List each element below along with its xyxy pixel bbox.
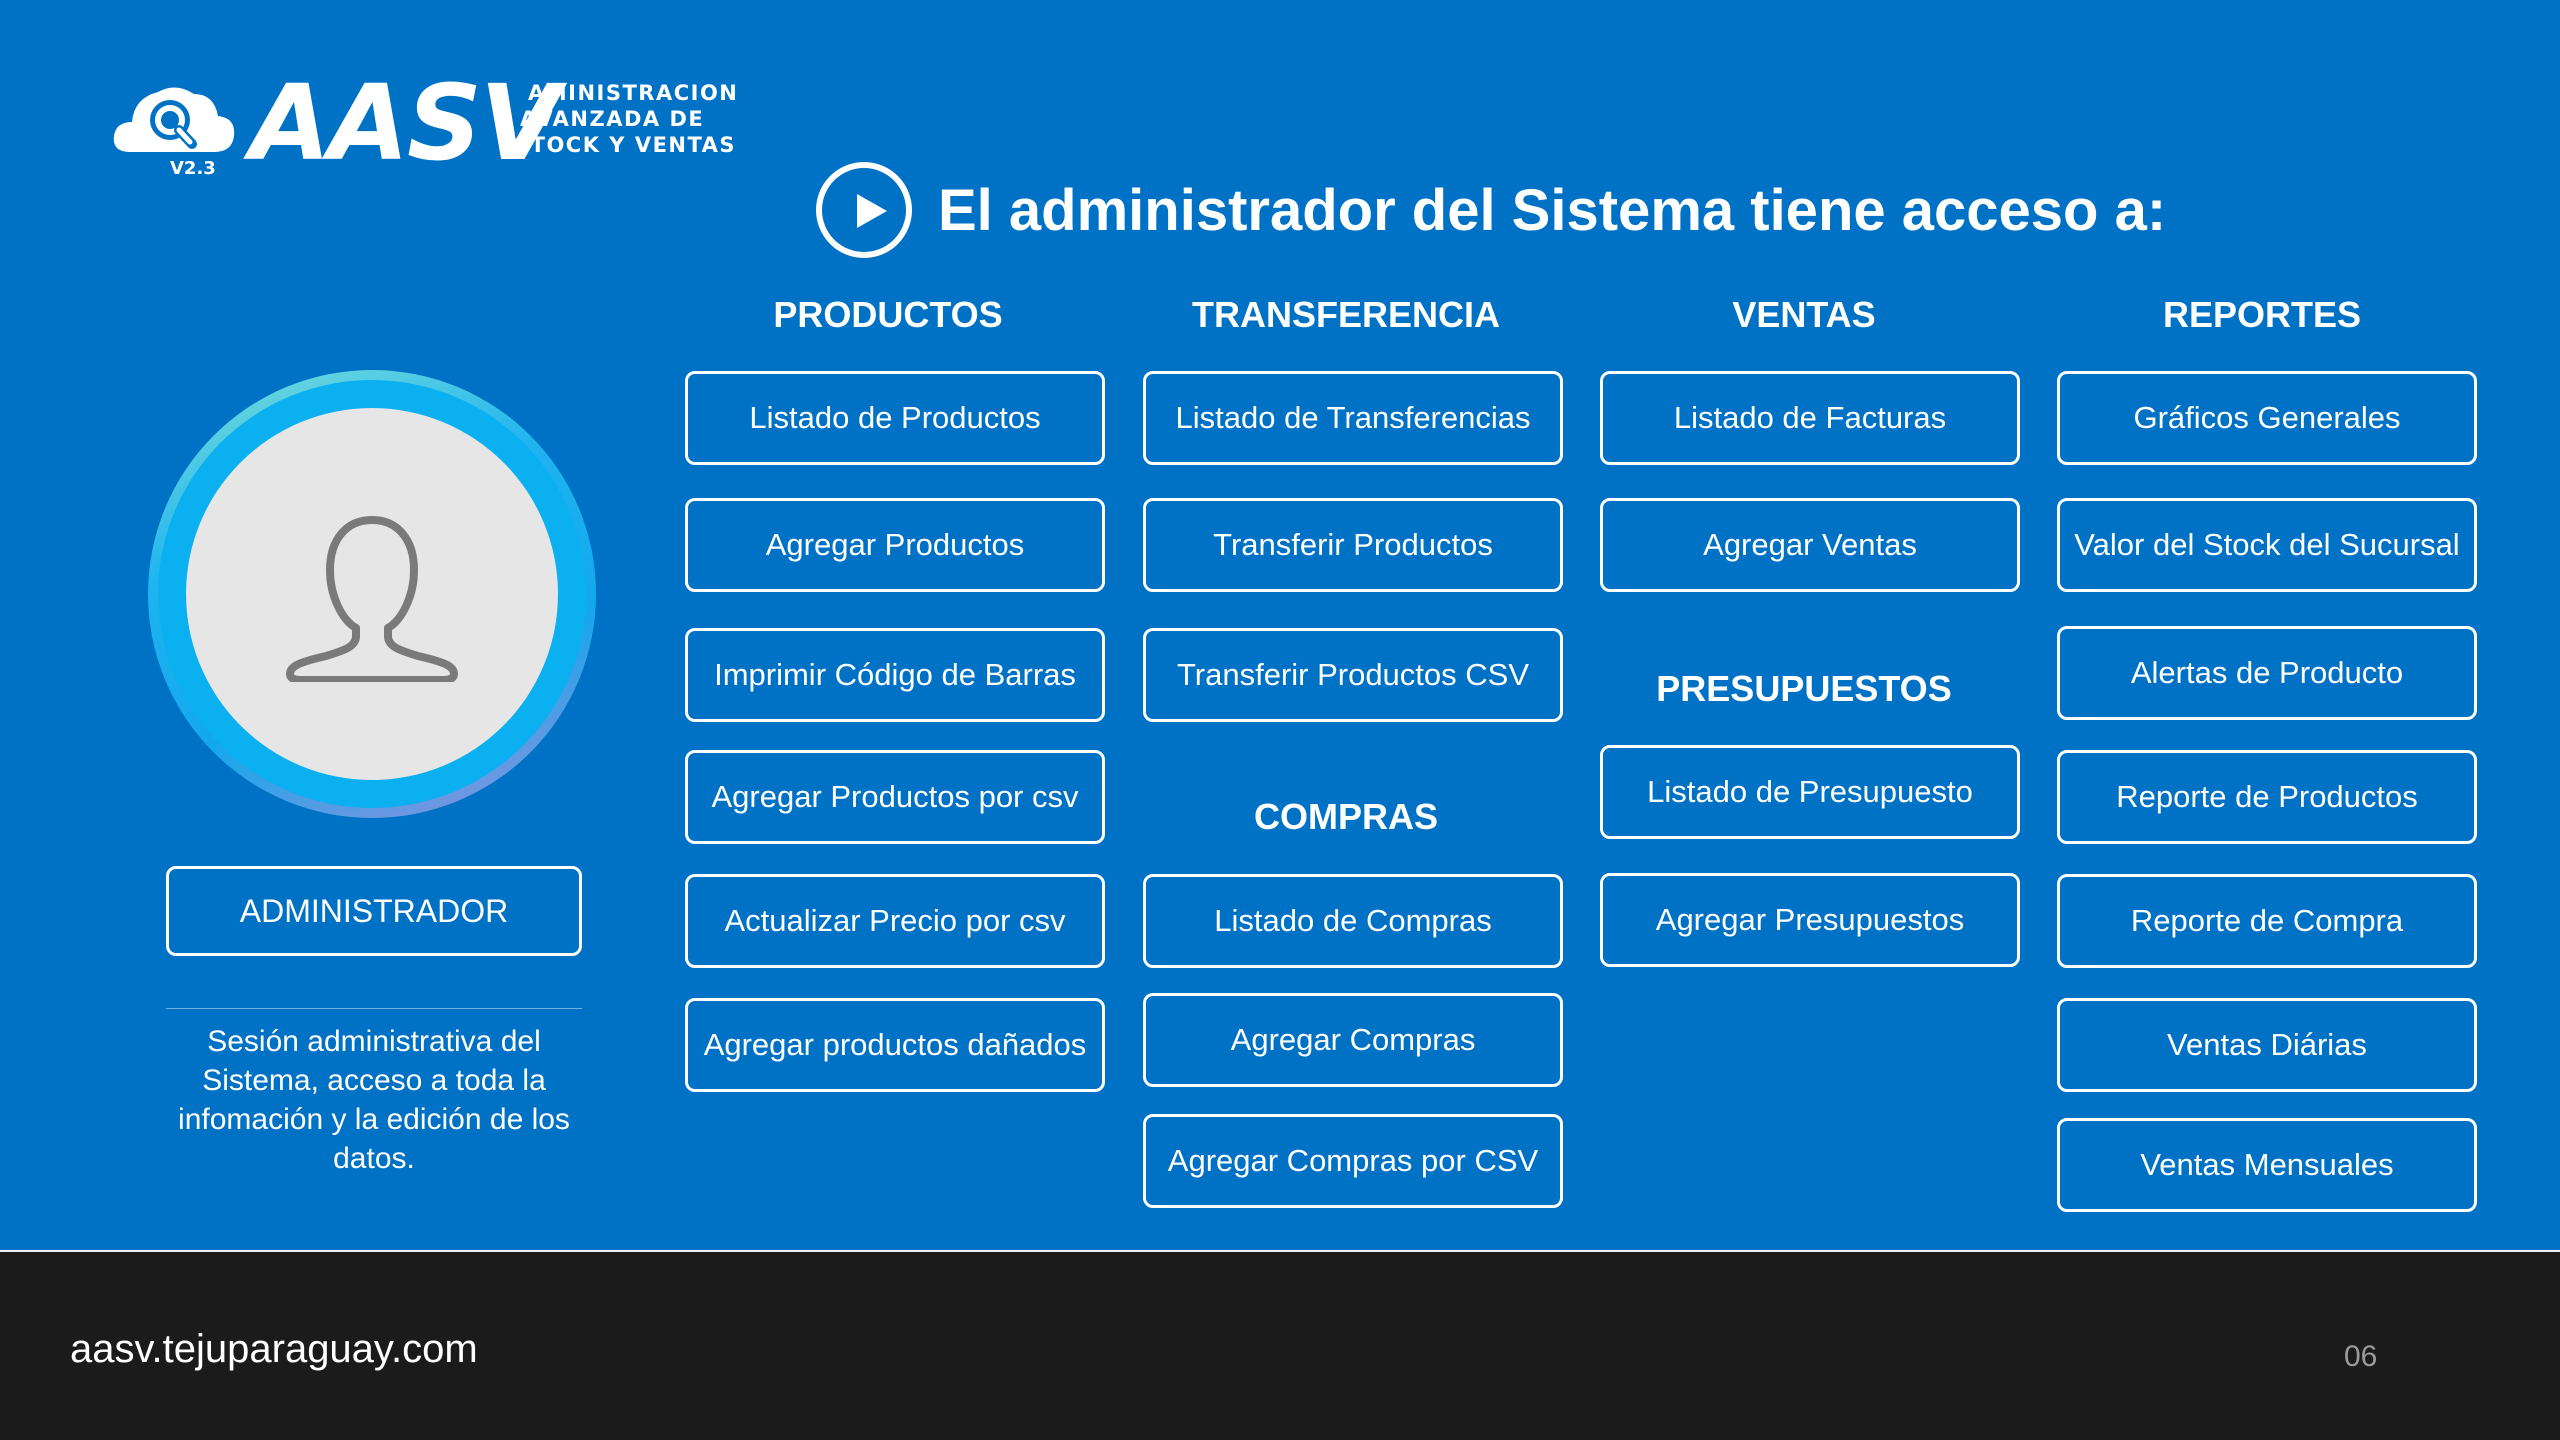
- btn-transferir-productos-csv[interactable]: Transferir Productos CSV: [1143, 628, 1563, 722]
- headline: [816, 160, 2166, 260]
- user-icon: [286, 510, 458, 682]
- page-number: 06: [2344, 1340, 2378, 1373]
- section-title-productos: PRODUCTOS: [773, 294, 1003, 335]
- btn-listado-facturas[interactable]: Listado de Facturas: [1600, 371, 2020, 465]
- btn-ventas-diarias[interactable]: Ventas Diárias: [2057, 998, 2477, 1092]
- btn-listado-presupuesto[interactable]: Listado de Presupuesto: [1600, 745, 2020, 839]
- btn-transferir-productos[interactable]: Transferir Productos: [1143, 498, 1563, 592]
- section-title-ventas: VENTAS: [1732, 294, 1876, 335]
- btn-agregar-productos-csv[interactable]: Agregar Productos por csv: [685, 750, 1105, 844]
- btn-agregar-ventas[interactable]: Agregar Ventas: [1600, 498, 2020, 592]
- btn-agregar-productos-danados[interactable]: Agregar productos dañados: [685, 998, 1105, 1092]
- btn-agregar-presupuestos[interactable]: Agregar Presupuestos: [1600, 873, 2020, 967]
- section-title-compras: COMPRAS: [1253, 796, 1438, 837]
- btn-listado-productos[interactable]: Listado de Productos: [685, 371, 1105, 465]
- btn-agregar-compras-csv[interactable]: Agregar Compras por CSV: [1143, 1114, 1563, 1208]
- btn-agregar-compras[interactable]: Agregar Compras: [1143, 993, 1563, 1087]
- role-button[interactable]: ADMINISTRADOR: [166, 866, 582, 956]
- section-title-reportes: REPORTES: [2162, 294, 2362, 335]
- btn-imprimir-codigo-barras[interactable]: Imprimir Código de Barras: [685, 628, 1105, 722]
- play-icon: [816, 162, 912, 258]
- footer: [0, 1250, 2560, 1440]
- page-title: El administrador del Sistema tiene acceso a:: [938, 177, 2167, 243]
- logo-subtitle: AMINISTRACION AVANZADA DE STOCK Y VENTAS: [514, 81, 739, 157]
- btn-alertas-producto[interactable]: Alertas de Producto: [2057, 626, 2477, 720]
- btn-agregar-productos[interactable]: Agregar Productos: [685, 498, 1105, 592]
- btn-reporte-productos[interactable]: Reporte de Productos: [2057, 750, 2477, 844]
- btn-graficos-generales[interactable]: Gráficos Generales: [2057, 371, 2477, 465]
- btn-listado-compras[interactable]: Listado de Compras: [1143, 874, 1563, 968]
- logo-version: V2.3: [170, 158, 216, 179]
- divider: [166, 1008, 582, 1009]
- aasv-logo: [110, 62, 750, 184]
- btn-reporte-compra[interactable]: Reporte de Compra: [2057, 874, 2477, 968]
- logo-brand: AASV: [250, 62, 559, 184]
- btn-listado-transferencias[interactable]: Listado de Transferencias: [1143, 371, 1563, 465]
- btn-valor-stock-sucursal[interactable]: Valor del Stock del Sucursal: [2057, 498, 2477, 592]
- section-title-presupuestos: PRESUPUESTOS: [1656, 668, 1952, 709]
- btn-actualizar-precio-csv[interactable]: Actualizar Precio por csv: [685, 874, 1105, 968]
- cloud-search-icon: [110, 72, 240, 162]
- section-title-transferencia: TRANSFERENCIA: [1191, 294, 1500, 335]
- role-description: Sesión administrativa del Sistema, acceso a toda la infomación y la edición de los datos.: [178, 1025, 570, 1175]
- btn-ventas-mensuales[interactable]: Ventas Mensuales: [2057, 1118, 2477, 1212]
- footer-url[interactable]: aasv.tejuparaguay.com: [70, 1327, 478, 1371]
